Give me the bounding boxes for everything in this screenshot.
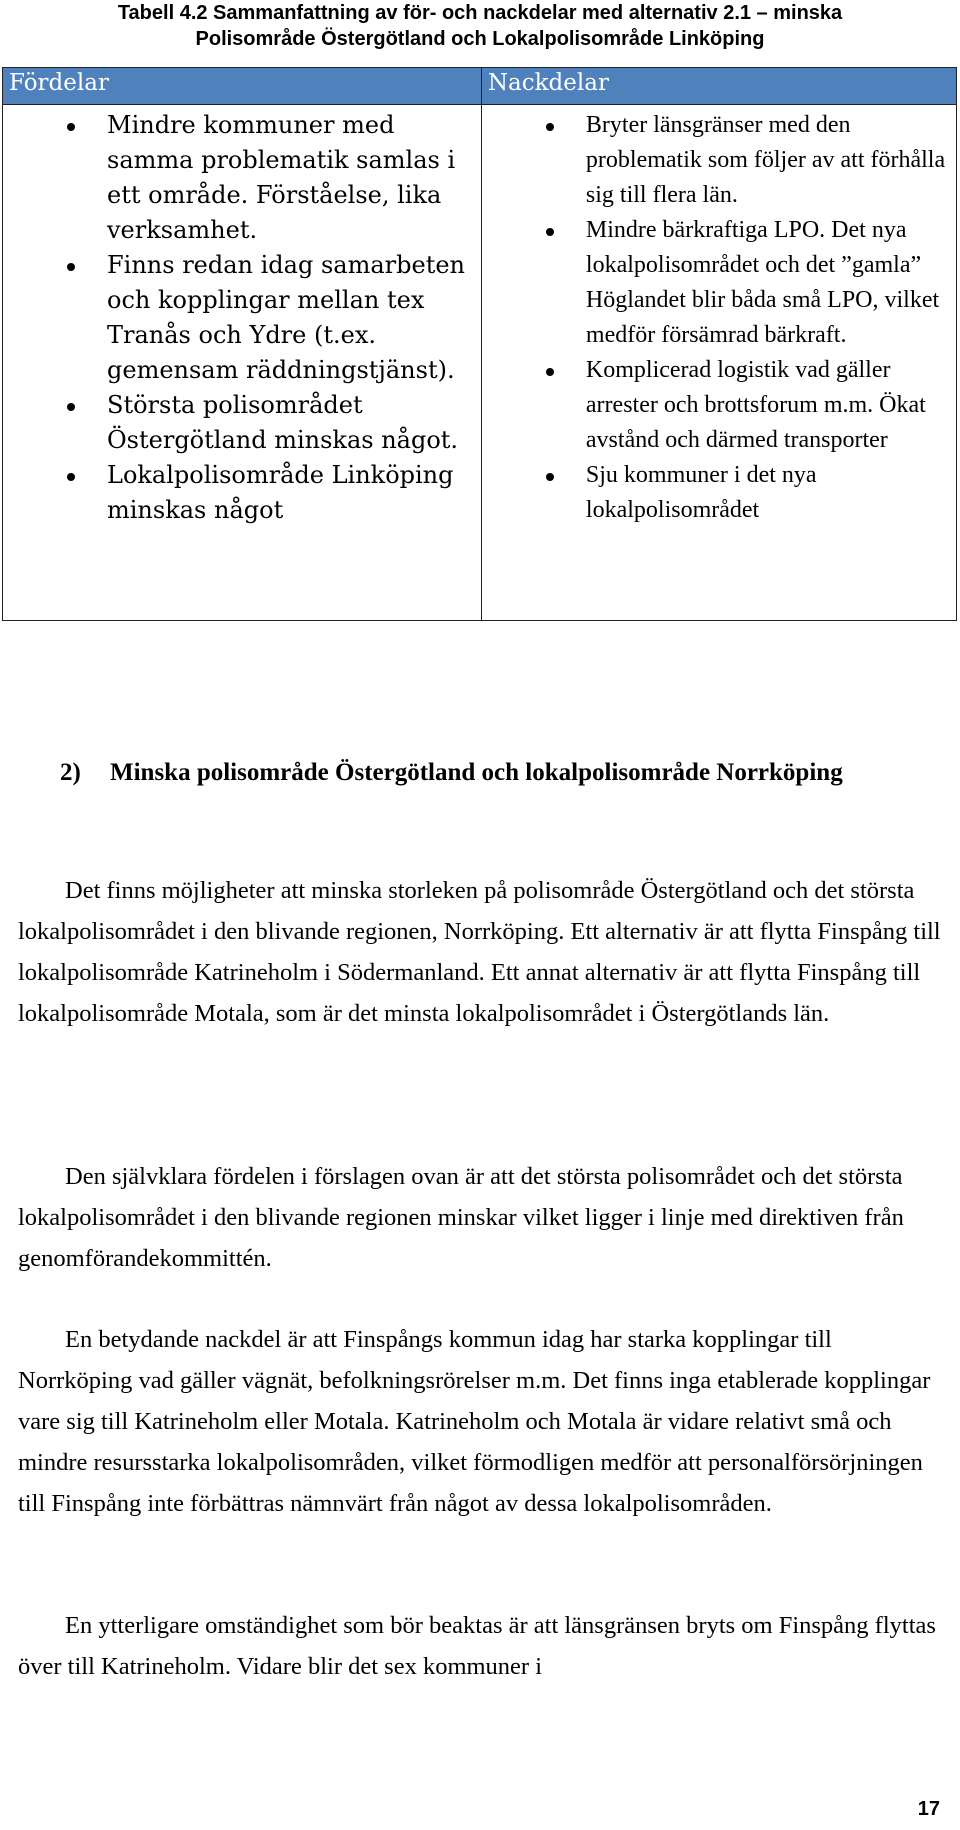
caption-line-1: Tabell 4.2 Sammanfattning av för- och nackdelar med alternativ 2.1 – minska — [117, 2, 843, 24]
cons-header: Nackdelar — [481, 68, 956, 105]
cons-item: Komplicerad logistik vad gäller arrester och brottsforum m.m. Ökat avstånd och därmed transporter — [482, 353, 956, 458]
cons-list — [482, 108, 956, 528]
page-number: 17 — [917, 1798, 940, 1820]
paragraph: En betydande nackdel är att Finspångs kommun idag har starka kopplingar till Norrköping vad gäller vägnät, befolkningsrörelser m.m. Det finns inga etablerade kopplingar vare sig till Katrineholm eller Motala. Katrineholm och Motala är vidare relativt små och mindre resursstarka lokalpolisområden, vilket förmodligen medför att personalförsörjningen till Finspång inte förbättras nämnvärt från något av dessa lokalpolisområden. — [18, 1326, 931, 1517]
pros-cons-table — [2, 67, 957, 621]
section-heading — [60, 756, 920, 790]
cons-cell — [481, 105, 956, 621]
section-title: Minska polisområde Östergötland och lokalpolisområde Norrköping — [110, 759, 843, 786]
paragraph: Den självklara fördelen i förslagen ovan är att det största polisområdet och det största lokalpolisområdet i den blivande regionen minskar vilket ligger i linje med direktiven från genomförandekommittén. — [18, 1163, 904, 1272]
section-number: 2) — [60, 759, 81, 786]
cons-item: Sju kommuner i det nya lokalpolisområdet — [482, 458, 956, 528]
pros-header: Fördelar — [3, 68, 482, 105]
pros-item: Mindre kommuner med samma problematik samlas i ett område. Förståelse, lika verksamhet. — [3, 108, 481, 248]
table-caption — [0, 0, 960, 52]
pros-item: Lokalpolisområde Linköping minskas något — [3, 458, 481, 528]
caption-line-2: Polisområde Östergötland och Lokalpolisområde Linköping — [195, 28, 765, 50]
cons-item: Bryter länsgränser med den problematik som följer av att förhålla sig till flera län. — [482, 108, 956, 213]
pros-cell — [3, 105, 482, 621]
paragraph: En ytterligare omständighet som bör beaktas är att länsgränsen bryts om Finspång flyttas över till Katrineholm. Vidare blir det sex kommuner i — [18, 1612, 936, 1680]
cons-item: Mindre bärkraftiga LPO. Det nya lokalpolisområdet och det ”gamla” Höglandet blir båda små LPO, vilket medför försämrad bärkraft. — [482, 213, 956, 353]
paragraph: Det finns möjligheter att minska storleken på polisområde Östergötland och det största lokalpolisområdet i den blivande regionen, Norrköping. Ett alternativ är att flytta Finspång till lokalpolisområde Katrineholm i Södermanland. Ett annat alternativ är att flytta Finspång till lokalpolisområde Motala, som är det minsta lokalpolisområdet i Östergötlands län. — [18, 877, 941, 1027]
pros-list — [3, 108, 481, 528]
pros-item: Finns redan idag samarbeten och kopplingar mellan tex Tranås och Ydre (t.ex. gemensam räddningstjänst). — [3, 248, 481, 388]
pros-item: Största polisområdet Östergötland minskas något. — [3, 388, 481, 458]
